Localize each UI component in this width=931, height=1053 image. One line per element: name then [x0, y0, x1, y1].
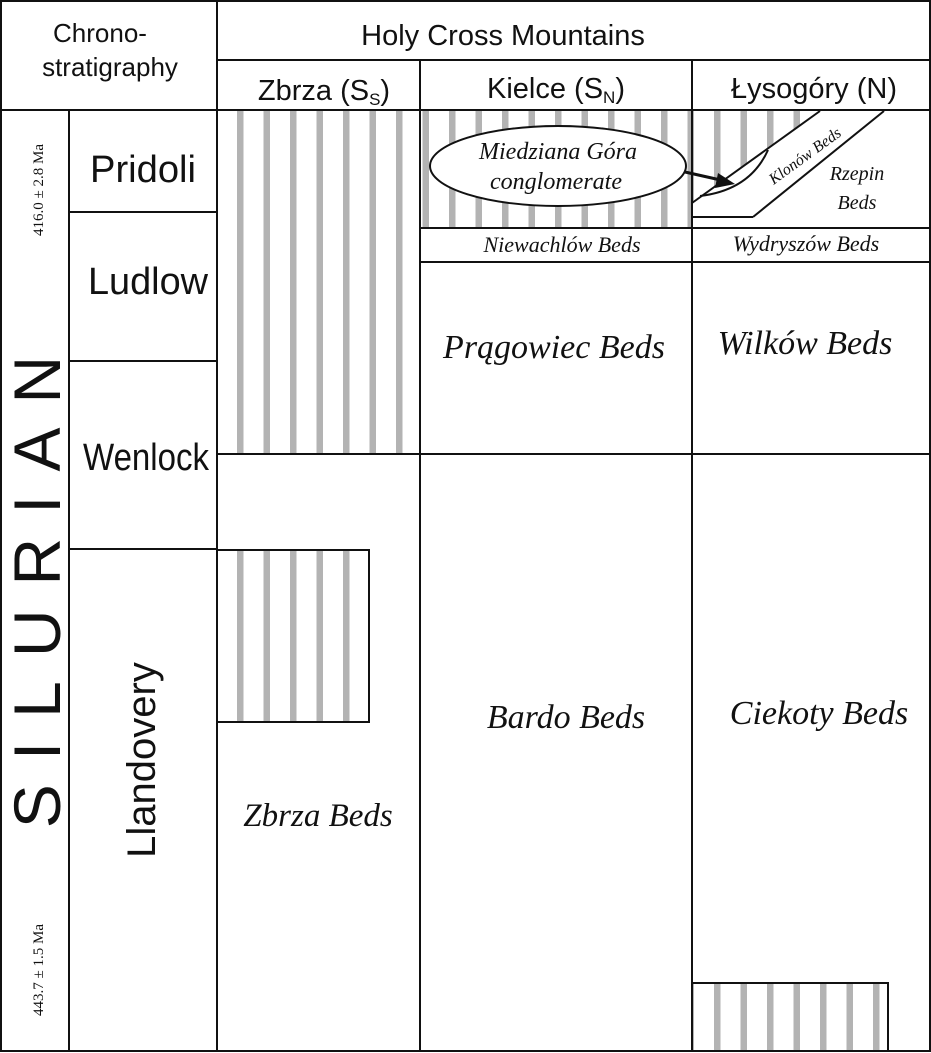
column-header-lysogory: Łysogóry (N) — [731, 73, 897, 105]
unit-wilkow-beds: Wilków Beds — [717, 325, 893, 362]
unit-pragowiec-beds: Prągowiec Beds — [443, 329, 665, 366]
epoch-ludlow: Ludlow — [88, 261, 209, 303]
age-top-label: 416.0 ± 2.8 Ma — [31, 144, 47, 236]
epoch-llandovery: Llandovery — [120, 662, 164, 858]
hiatus-lysogory-base — [693, 983, 888, 1051]
unit-rzepin-line1: Rzepin — [829, 163, 885, 185]
unit-miedziana-line2: conglomerate — [490, 169, 622, 195]
unit-zbrza-beds: Zbrza Beds — [243, 798, 393, 834]
unit-miedziana-line1: Miedziana Góra — [479, 139, 637, 165]
unit-ciekoty-beds: Ciekoty Beds — [729, 695, 909, 732]
age-bottom-label: 443.7 ± 1.5 Ma — [31, 924, 47, 1016]
unit-rzepin-line2: Beds — [837, 192, 877, 214]
hiatus-zbrza-upper — [218, 111, 420, 454]
epoch-pridoli: Pridoli — [90, 149, 196, 191]
region-header: Holy Cross Mountains — [361, 20, 645, 52]
chrono-header-line2: stratigraphy — [42, 52, 178, 82]
unit-wydryszow-beds: Wydryszów Beds — [732, 231, 880, 256]
unit-klonow-beds: Klonów Beds — [766, 124, 845, 189]
hiatus-zbrza-lower — [218, 551, 369, 722]
column-header-zbrza: Zbrza (SS) — [257, 75, 391, 109]
epoch-wenlock: Wenlock — [83, 437, 210, 479]
unit-niewachlow-beds: Niewachlów Beds — [483, 232, 641, 257]
chrono-header-line1: Chrono- — [53, 18, 147, 48]
column-header-kielce: Kielce (SN) — [487, 73, 625, 107]
period-label-silurian: SILURIAN — [0, 331, 74, 829]
unit-bardo-beds: Bardo Beds — [486, 699, 646, 736]
